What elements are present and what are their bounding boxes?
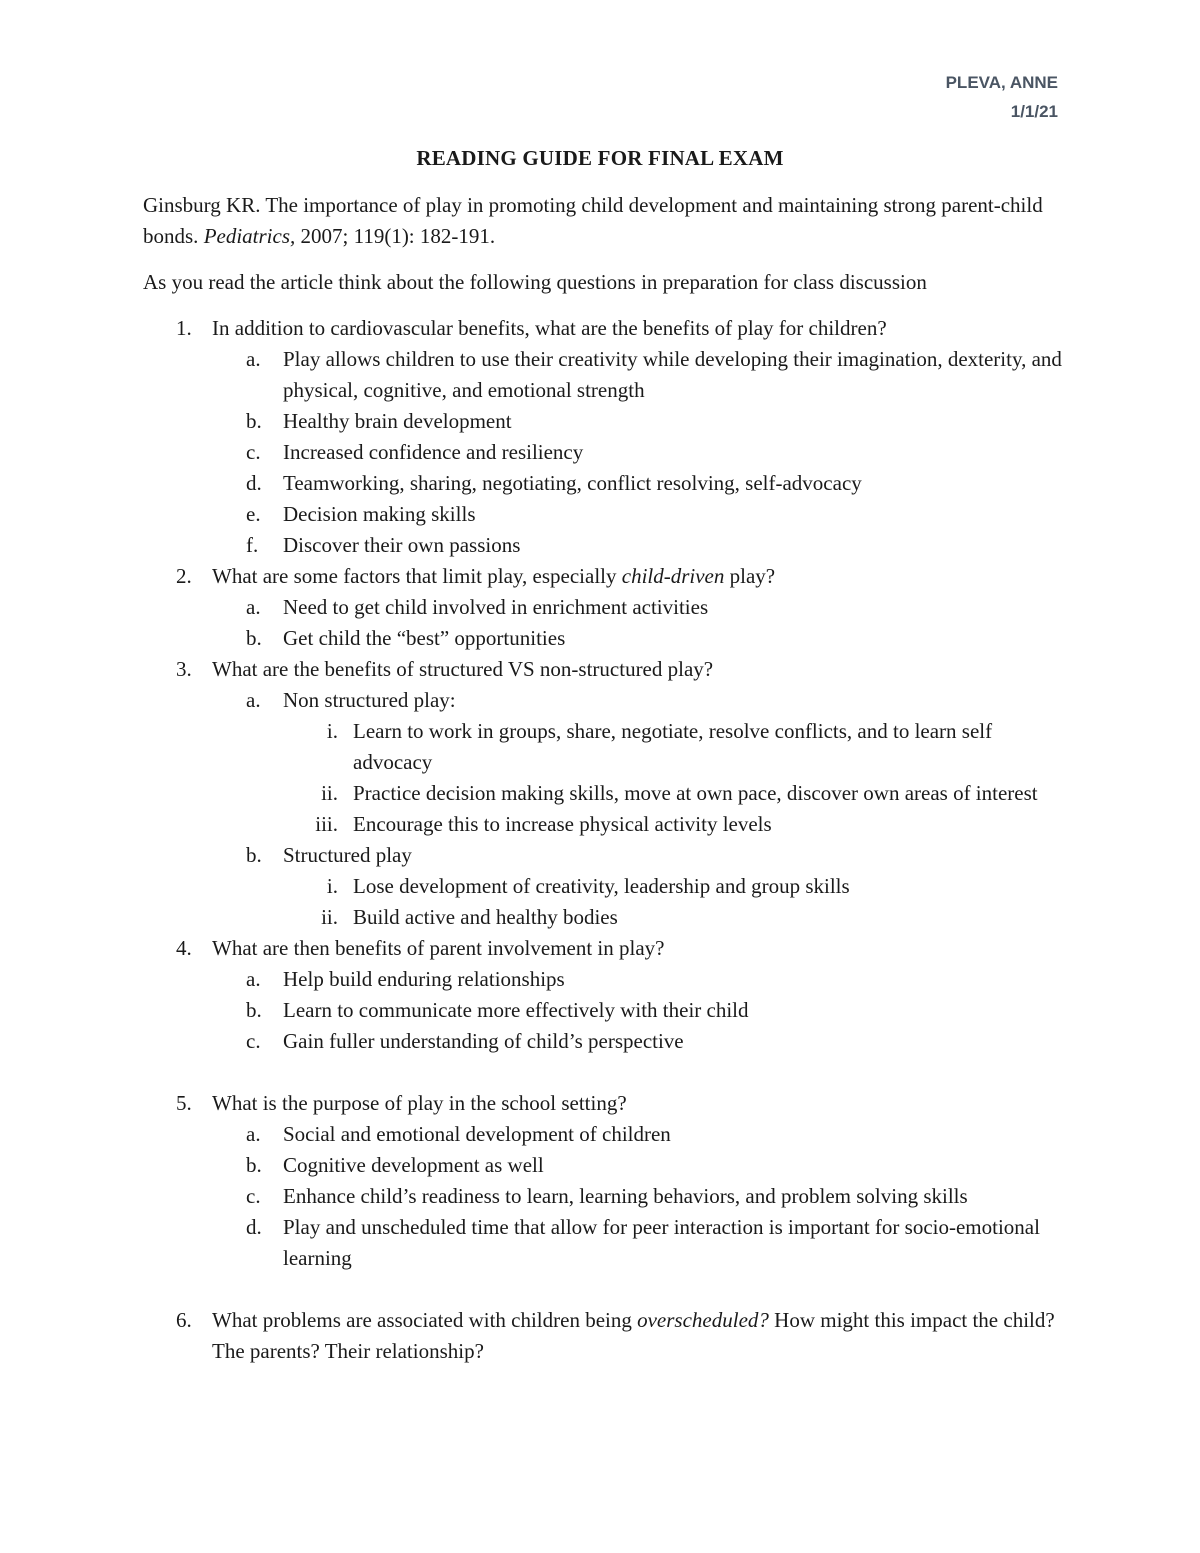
answer-item bbox=[143, 499, 1073, 530]
author-name: PLEVA, ANNE bbox=[945, 73, 1058, 92]
question-list bbox=[143, 313, 1073, 1367]
question-item bbox=[143, 1088, 1073, 1119]
answer-marker: c. bbox=[246, 440, 261, 464]
answer-text: Help build enduring relationships bbox=[283, 967, 565, 991]
answer-marker: a. bbox=[246, 967, 261, 991]
answer-marker: b. bbox=[246, 843, 262, 867]
answer-text: Healthy brain development bbox=[283, 409, 512, 433]
answer-text: Cognitive development as well bbox=[283, 1153, 544, 1177]
question-text-end: play? bbox=[724, 564, 776, 588]
answer-text: Enhance child’s readiness to learn, learning behaviors, and problem solving skills bbox=[283, 1184, 968, 1208]
answer-item bbox=[143, 840, 1073, 871]
question-emphasis: overscheduled? bbox=[637, 1308, 769, 1332]
sub-answer-item bbox=[143, 902, 1073, 933]
answer-item bbox=[143, 1026, 1073, 1057]
sub-answer-marker: i. bbox=[326, 874, 338, 898]
question-number: 4. bbox=[176, 936, 192, 960]
header-block bbox=[946, 68, 1058, 126]
question-text-end: How might this impact the child? The parents? Their relationship? bbox=[212, 1308, 1055, 1363]
answer-text: Get child the “best” opportunities bbox=[283, 626, 566, 650]
question-number: 2. bbox=[176, 564, 192, 588]
question-item bbox=[143, 561, 1073, 592]
answer-item bbox=[143, 530, 1073, 561]
question-text: What are some factors that limit play, especially bbox=[212, 564, 622, 588]
answer-text: Play allows children to use their creativity while developing their imagination, dexterity, and physical, cognitive, and emotional strength bbox=[283, 347, 1062, 402]
answer-item bbox=[143, 406, 1073, 437]
question-text: What is the purpose of play in the school setting? bbox=[212, 1091, 627, 1115]
answer-item bbox=[143, 964, 1073, 995]
answer-text: Teamworking, sharing, negotiating, conflict resolving, self-advocacy bbox=[283, 471, 862, 495]
sub-answer-text: Learn to work in groups, share, negotiate, resolve conflicts, and to learn self advocacy bbox=[353, 719, 993, 774]
answer-marker: a. bbox=[246, 688, 261, 712]
sub-answer-text: Encourage this to increase physical activity levels bbox=[353, 812, 772, 836]
answer-marker: b. bbox=[246, 1153, 262, 1177]
blank-line bbox=[143, 1057, 1073, 1088]
citation bbox=[143, 190, 1073, 252]
answer-text: Social and emotional development of children bbox=[283, 1122, 671, 1146]
question-item bbox=[143, 313, 1073, 344]
answer-marker: e. bbox=[246, 502, 261, 526]
document-body bbox=[143, 190, 1073, 1367]
answer-item bbox=[143, 1181, 1073, 1212]
intro-paragraph: As you read the article think about the following questions in preparation for class discussion bbox=[143, 270, 927, 294]
answer-text: Play and unscheduled time that allow for peer interaction is important for socio-emotional learning bbox=[283, 1215, 1040, 1270]
answer-text: Increased confidence and resiliency bbox=[283, 440, 584, 464]
question-item bbox=[143, 1305, 1073, 1367]
sub-answer-item bbox=[143, 778, 1073, 809]
document-title: READING GUIDE FOR FINAL EXAM bbox=[416, 146, 784, 170]
answer-marker: a. bbox=[246, 1122, 261, 1146]
question-item bbox=[143, 933, 1073, 964]
answer-text: Non structured play: bbox=[283, 688, 456, 712]
header-date: 1/1/21 bbox=[1010, 102, 1058, 121]
answer-marker: c. bbox=[246, 1029, 261, 1053]
answer-marker: b. bbox=[246, 409, 262, 433]
sub-answer-marker: iii. bbox=[315, 812, 338, 836]
question-text: In addition to cardiovascular benefits, what are the benefits of play for children? bbox=[212, 316, 887, 340]
sub-answer-text: Lose development of creativity, leadership and group skills bbox=[353, 874, 850, 898]
answer-marker: d. bbox=[246, 1215, 262, 1239]
answer-item bbox=[143, 995, 1073, 1026]
answer-item bbox=[143, 592, 1073, 623]
question-text: What are the benefits of structured VS non-structured play? bbox=[212, 657, 714, 681]
answer-marker: a. bbox=[246, 347, 261, 371]
answer-item bbox=[143, 1150, 1073, 1181]
answer-item bbox=[143, 468, 1073, 499]
answer-text: Structured play bbox=[283, 843, 412, 867]
question-text: What problems are associated with children being bbox=[212, 1308, 638, 1332]
citation-details: 2007; 119(1): 182-191. bbox=[295, 224, 496, 248]
answer-text: Need to get child involved in enrichment activities bbox=[283, 595, 709, 619]
question-number: 3. bbox=[176, 657, 192, 681]
answer-marker: f. bbox=[246, 533, 259, 557]
sub-answer-marker: ii. bbox=[321, 781, 338, 805]
answer-marker: b. bbox=[246, 998, 262, 1022]
blank-line bbox=[143, 1274, 1073, 1305]
sub-answer-item bbox=[143, 716, 1073, 778]
sub-answer-text: Build active and healthy bodies bbox=[353, 905, 618, 929]
question-number: 5. bbox=[176, 1091, 192, 1115]
sub-answer-item bbox=[143, 809, 1073, 840]
sub-answer-marker: ii. bbox=[321, 905, 338, 929]
answer-item bbox=[143, 437, 1073, 468]
answer-item bbox=[143, 685, 1073, 716]
answer-marker: a. bbox=[246, 595, 261, 619]
citation-journal: Pediatrics, bbox=[203, 224, 296, 248]
answer-marker: b. bbox=[246, 626, 262, 650]
question-text: What are then benefits of parent involvement in play? bbox=[212, 936, 665, 960]
question-emphasis: child-driven bbox=[621, 564, 725, 588]
question-item bbox=[143, 654, 1073, 685]
answer-item bbox=[143, 1212, 1073, 1274]
answer-item bbox=[143, 1119, 1073, 1150]
answer-marker: d. bbox=[246, 471, 262, 495]
answer-marker: c. bbox=[246, 1184, 261, 1208]
answer-item bbox=[143, 623, 1073, 654]
sub-answer-marker: i. bbox=[326, 719, 338, 743]
question-number: 6. bbox=[176, 1308, 192, 1332]
sub-answer-text: Practice decision making skills, move at own pace, discover own areas of interest bbox=[353, 781, 1038, 805]
answer-text: Discover their own passions bbox=[283, 533, 521, 557]
answer-text: Gain fuller understanding of child’s perspective bbox=[283, 1029, 684, 1053]
answer-text: Decision making skills bbox=[283, 502, 476, 526]
answer-item bbox=[143, 344, 1073, 406]
sub-answer-item bbox=[143, 871, 1073, 902]
answer-text: Learn to communicate more effectively with their child bbox=[283, 998, 749, 1022]
question-number: 1. bbox=[176, 316, 192, 340]
citation-text: Ginsburg KR. The importance of play in promoting child development and maintaining strong parent-child bonds. bbox=[143, 193, 1043, 248]
